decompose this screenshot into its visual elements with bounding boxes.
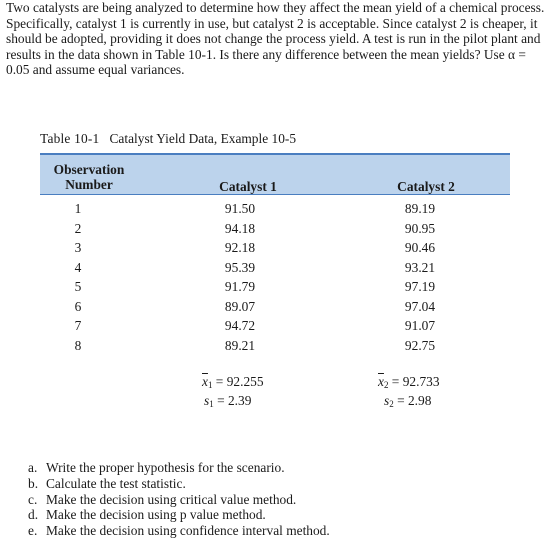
- task-text: Calculate the test statistic.: [46, 475, 186, 491]
- sd-1-symbol: s: [204, 393, 210, 408]
- table-row: [40, 240, 510, 258]
- table-caption-number: Table 10-1: [40, 131, 100, 146]
- cell-catalyst-2: 93.21: [404, 259, 436, 275]
- mean-catalyst-1: [202, 374, 264, 390]
- task-item: [28, 507, 330, 523]
- header-catalyst-2: Catalyst 2: [397, 179, 455, 194]
- task-item: [28, 476, 330, 492]
- cell-catalyst-1: 91.50: [224, 201, 256, 216]
- cell-catalyst-2: 97.19: [404, 279, 436, 294]
- header-observation-number: [48, 162, 130, 192]
- task-item: [28, 523, 330, 539]
- cell-catalyst-1: 94.18: [224, 220, 256, 236]
- header-observation-line1: Observation: [53, 162, 125, 177]
- table-caption: [40, 131, 296, 147]
- cell-catalyst-2: 92.75: [404, 337, 436, 353]
- task-label: a.: [28, 460, 38, 475]
- task-text: Write the proper hypothesis for the scenario.: [46, 460, 285, 475]
- sd-catalyst-2: [384, 393, 431, 409]
- task-label: c.: [28, 491, 38, 507]
- task-label: b.: [28, 475, 39, 491]
- cell-catalyst-1: 92.18: [224, 240, 256, 255]
- mean-1-symbol: $\overline{x}$: [202, 374, 208, 389]
- table-caption-title: Catalyst Yield Data, Example 10-5: [109, 131, 297, 146]
- mean-2-subscript: 2: [383, 380, 389, 390]
- task-text: Make the decision using critical value method.: [46, 491, 297, 507]
- task-label: e.: [28, 523, 38, 539]
- sd-2-value: = 2.98: [393, 393, 432, 408]
- cell-catalyst-1: 91.79: [224, 279, 256, 294]
- table-header: [40, 153, 510, 195]
- cell-catalyst-2: 91.07: [404, 318, 436, 333]
- table-row: [40, 201, 510, 219]
- header-catalyst-1: Catalyst 1: [219, 179, 277, 194]
- sd-catalyst-1: [204, 393, 251, 409]
- cell-catalyst-1: 89.07: [224, 298, 256, 314]
- cell-observation: 1: [74, 201, 82, 216]
- cell-catalyst-2: 90.46: [404, 240, 436, 255]
- sd-1-subscript: 1: [209, 399, 214, 409]
- task-label: d.: [28, 507, 39, 523]
- mean-1-value: = 92.255: [212, 374, 264, 389]
- table-row: [40, 279, 510, 297]
- catalyst-yield-table: [40, 153, 510, 416]
- sd-2-symbol: s: [384, 393, 390, 408]
- table-row: [40, 260, 510, 278]
- table-row: [40, 318, 510, 336]
- task-item: [28, 492, 330, 508]
- cell-catalyst-1: 89.21: [224, 337, 256, 353]
- header-observation-line2: Number: [65, 177, 113, 192]
- sd-2-subscript: 2: [389, 399, 394, 409]
- cell-catalyst-1: 95.39: [224, 259, 256, 275]
- mean-2-symbol: $\overline{x}$: [378, 374, 384, 389]
- cell-observation: 4: [74, 259, 82, 275]
- cell-observation: 2: [74, 220, 82, 236]
- cell-observation: 8: [74, 337, 82, 353]
- task-list: [28, 460, 330, 539]
- cell-catalyst-2: 90.95: [404, 220, 436, 236]
- cell-observation: 6: [74, 298, 82, 314]
- cell-observation: 5: [74, 279, 82, 294]
- cell-catalyst-2: 97.04: [404, 298, 436, 314]
- task-item: [28, 460, 330, 476]
- mean-catalyst-2: [378, 374, 440, 390]
- task-text: Make the decision using confidence interval method.: [46, 523, 330, 539]
- table-row: [40, 299, 510, 317]
- cell-observation: 3: [74, 240, 82, 255]
- table-row: [40, 221, 510, 239]
- table-row: [40, 338, 510, 356]
- mean-2-value: = 92.733: [388, 374, 440, 389]
- cell-catalyst-2: 89.19: [404, 201, 436, 216]
- mean-1-subscript: 1: [207, 380, 213, 390]
- cell-observation: 7: [74, 318, 82, 333]
- problem-statement: Two catalysts are being analyzed to determine how they affect the mean yield of a chemical process. Specifically, catalyst 1 is currently in use, but catalyst 2 is acceptable. Since catalyst 2 is cheaper, it should be adopted, providing it does not change the process yield. A test is run in the pilot plant and results in the data shown in Table 10-1. Is there any difference between the mean yields? Use α = 0.05 and assume equal variances.: [6, 0, 545, 78]
- cell-catalyst-1: 94.72: [224, 318, 256, 333]
- task-text: Make the decision using p value method.: [46, 507, 266, 523]
- sd-1-value: = 2.39: [213, 393, 252, 408]
